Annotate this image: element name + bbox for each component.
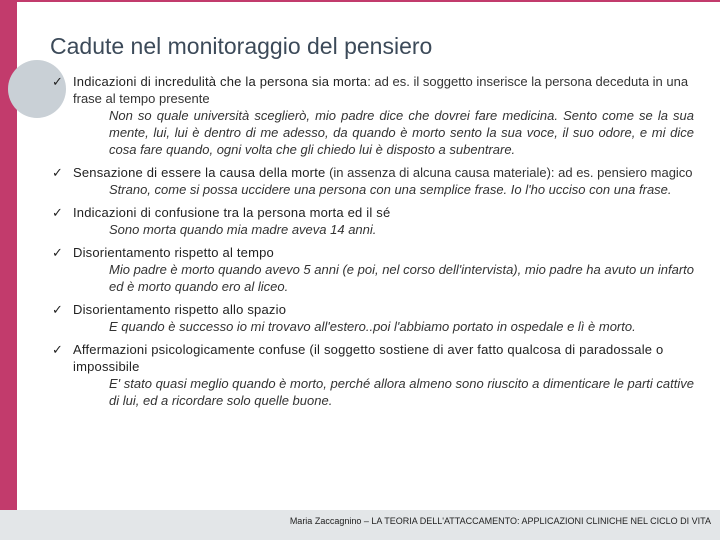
bullet-list bbox=[52, 73, 694, 415]
item-example: Mio padre è morto quando avevo 5 anni (e poi, nel corso dell'intervista), mio padre ha avuto un infarto ed è morto quando ero al liceo. bbox=[109, 262, 694, 294]
checkmark-icon: ✓ bbox=[52, 165, 63, 180]
footer-credit: Maria Zaccagnino – LA TEORIA DELL'ATTACCAMENTO: APPLICAZIONI CLINICHE NEL CICLO DI VITA bbox=[289, 516, 711, 526]
checkmark-icon: ✓ bbox=[52, 205, 63, 220]
list-item bbox=[52, 73, 694, 158]
item-example: Strano, come si possa uccidere una persona con una semplice frase. Io l'ho ucciso con una frase. bbox=[109, 182, 672, 197]
top-accent-line bbox=[17, 0, 720, 2]
item-text: (in assenza di alcuna causa materiale): ad es. pensiero magico bbox=[325, 165, 693, 180]
item-example: E quando è successo io mi trovavo all'estero..poi l'abbiamo portato in ospedale e lì è morto. bbox=[109, 319, 636, 334]
item-example: Sono morta quando mia madre aveva 14 anni. bbox=[109, 222, 377, 237]
checkmark-icon: ✓ bbox=[52, 74, 63, 89]
list-item bbox=[52, 341, 694, 409]
item-heading: Indicazioni di incredulità che la persona sia morta bbox=[73, 74, 368, 89]
item-example: Non so quale università sceglierò, mio padre dice che dovrei fare medicina. Sento come se la sua mente, lui, lui è dentro di me adesso, da quando è morto sento la sua voce, il suo odore, e mi dice cosa fare quando, ogni volta che gli chiedo lui è disposto a subentrare. bbox=[109, 108, 694, 157]
slide-title: Cadute nel monitoraggio del pensiero bbox=[50, 33, 433, 59]
item-heading: Disorientamento rispetto allo spazio bbox=[73, 302, 287, 317]
item-text: : ad es. il soggetto inserisce la persona deceduta in una frase al tempo presente bbox=[73, 74, 689, 106]
list-item bbox=[52, 164, 694, 198]
checkmark-icon: ✓ bbox=[52, 302, 63, 317]
list-item bbox=[52, 244, 694, 295]
item-heading: Sensazione di essere la causa della morte bbox=[73, 165, 326, 180]
checkmark-icon: ✓ bbox=[52, 342, 63, 357]
list-item bbox=[52, 301, 694, 335]
item-example: E' stato quasi meglio quando è morto, perché allora almeno sono riuscito a dimenticare le parti cattive di lui, ed a ricordare solo quelle buone. bbox=[109, 376, 694, 408]
item-heading: Indicazioni di confusione tra la persona morta ed il sé bbox=[73, 205, 391, 220]
checkmark-icon: ✓ bbox=[52, 245, 63, 260]
item-heading: Disorientamento rispetto al tempo bbox=[73, 245, 274, 260]
item-heading: Affermazioni psicologicamente confuse (il soggetto sostiene di aver fatto qualcosa di paradossale o impossibile bbox=[73, 342, 664, 374]
list-item bbox=[52, 204, 694, 238]
